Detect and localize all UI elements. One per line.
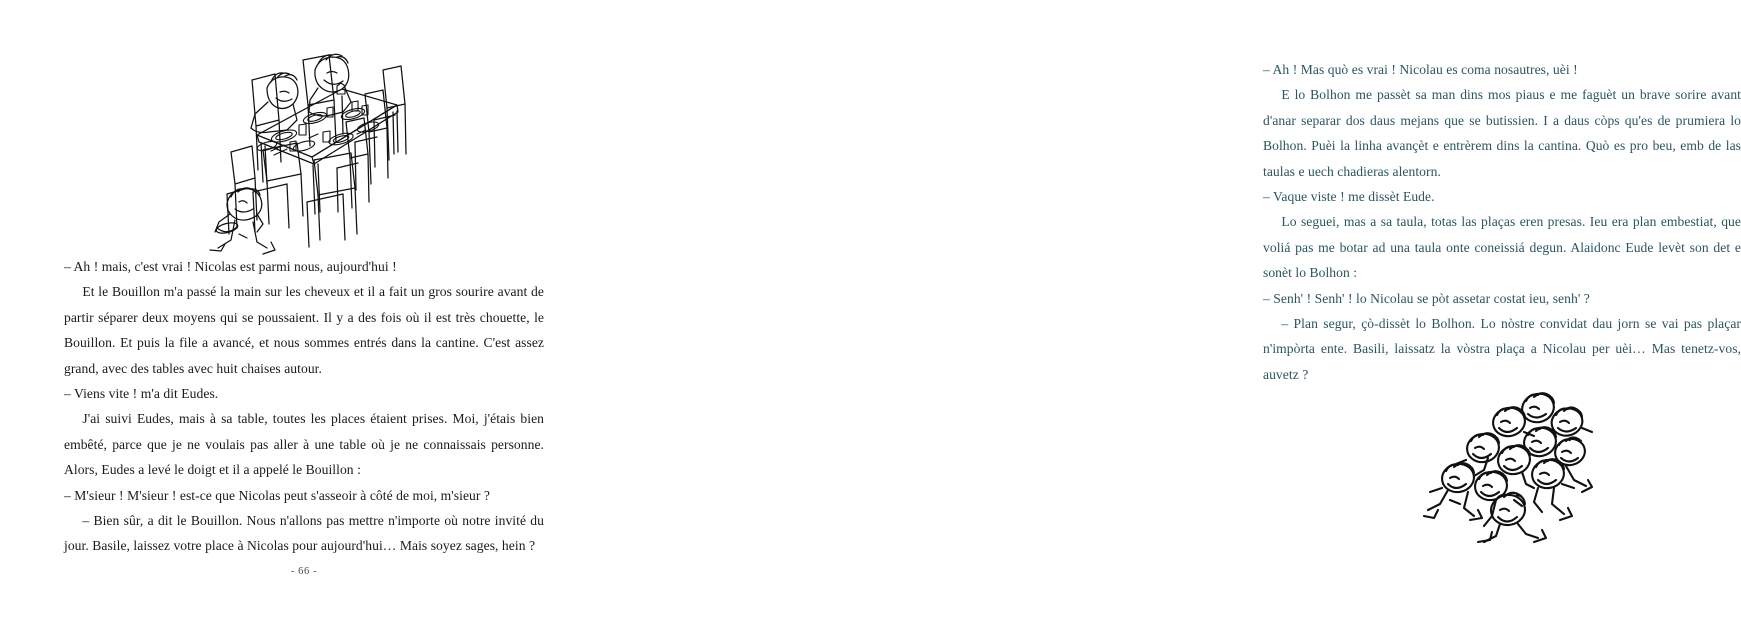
- paragraph: – Viens vite ! m'a dit Eudes.: [64, 386, 219, 402]
- paragraph: – Vaque viste ! me dissèt Eude.: [1263, 189, 1435, 205]
- paragraph: Lo seguei, mas a sa taula, totas las plaças eren presas. Ieu era plan embestiat, que voliá pas me botar ad una taula onte coneissiá degun. Alaidonc Eude levèt son det e sonèt lo Bolhon :: [1263, 214, 1741, 281]
- cantine-table-illustration: [205, 42, 425, 257]
- paragraph: – Senh' ! Senh' ! lo Nicolau se pòt assetar costat ieu, senh' ?: [1263, 290, 1590, 306]
- running-boy-with-plate: [210, 188, 275, 254]
- seated-boy-left: [251, 73, 298, 133]
- paragraph: Et le Bouillon m'a passé la main sur les cheveux et il a fait un gros sourire avant de partir séparer deux moyens qui se poussaient. Il y a des fois où il est très chouette, le Bouillon. Et puis la file a avancé, et nous sommes entrés dans la cantine. C'est assez grand, avec des tables avec huit chaises autour.: [64, 284, 544, 376]
- chair-front-right: [307, 153, 357, 247]
- paragraph: J'ai suivi Eudes, mais à sa table, toutes les places étaient prises. Moi, j'étais bien embêté, parce que je ne voulais pas aller à une table où je ne connaissais personne. Alors, Eudes a levé le doigt et il a appelé le Bouillon :: [64, 411, 544, 478]
- paragraph: – Ah ! mais, c'est vrai ! Nicolas est parmi nous, aujourd'hui !: [64, 259, 397, 274]
- right-page-text-column: [1263, 57, 1741, 387]
- chair-far-right-2: [355, 90, 388, 190]
- paragraph: – Plan segur, çò-dissèt lo Bolhon. Lo nòstre convidat dau jorn se vai pas plaçar n'impòrta ente. Basili, laissatz la vòstra plaça a Nicolau per uèi… Mas tenetz-vos, auvetz ?: [1263, 316, 1741, 382]
- page-number: - 66 -: [290, 566, 318, 577]
- crowd-head: [1464, 431, 1501, 465]
- right-page: [600, 0, 1741, 624]
- left-page: [0, 0, 600, 624]
- paragraph: – M'sieur ! M'sieur ! est-ce que Nicolas peut s'asseoir à côté de moi, m'sieur ?: [64, 487, 491, 503]
- running-children-crowd-illustration: [1422, 392, 1592, 542]
- paragraph: E lo Bolhon me passèt sa man dins mos piaus e me faguèt un brave sorire avant d'anar separar dos daus mejans que se butissien. I a daus còps qu'es de prumiera lo Bolhon. Puèi la linha avançèt e entrèrem dins la cantina. Quò es pro beu, emb de las taulas e uech chadieras alentorn.: [1263, 87, 1741, 179]
- paragraph: – Ah ! Mas quò es vrai ! Nicolau es coma nosautres, uèi !: [1263, 62, 1578, 77]
- crowd-head: [1440, 461, 1476, 494]
- paragraph: – Bien sûr, a dit le Bouillon. Nous n'allons pas mettre n'importe où notre invité du jour. Basile, laissez votre place à Nicolas pour aujourd'hui… Mais soyez sages, hein ?: [64, 513, 544, 554]
- left-page-text-column: [64, 254, 544, 559]
- crowd-head: [1529, 457, 1566, 491]
